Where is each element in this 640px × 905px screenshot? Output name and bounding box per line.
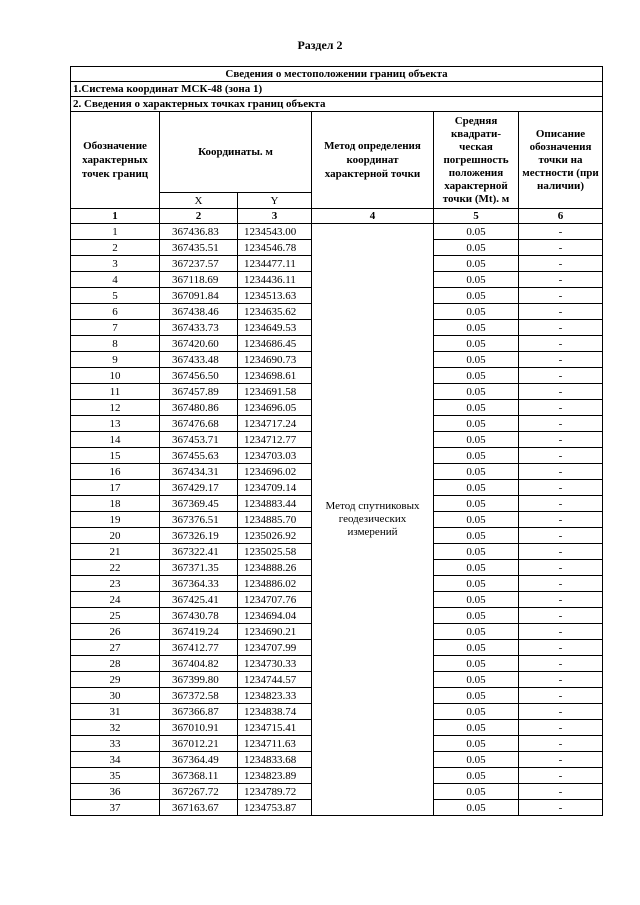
point-number: 7 [71, 320, 160, 336]
point-number: 30 [71, 688, 160, 704]
accuracy-value: 0.05 [434, 336, 519, 352]
accuracy-value: 0.05 [434, 592, 519, 608]
accuracy-value: 0.05 [434, 752, 519, 768]
description-value: - [519, 512, 603, 528]
coord-x: 367425.41 [160, 592, 238, 608]
coord-x: 367366.87 [160, 704, 238, 720]
coord-y: 1234883.44 [238, 496, 312, 512]
coord-x: 367118.69 [160, 272, 238, 288]
description-value: - [519, 544, 603, 560]
description-value: - [519, 240, 603, 256]
description-value: - [519, 400, 603, 416]
description-value: - [519, 768, 603, 784]
coord-x: 367438.46 [160, 304, 238, 320]
points-section-title: 2. Сведения о характерных точках границ объекта [71, 97, 603, 112]
column-number: 1 [71, 209, 160, 224]
coord-y: 1234823.33 [238, 688, 312, 704]
column-number: 3 [238, 209, 312, 224]
point-number: 5 [71, 288, 160, 304]
accuracy-value: 0.05 [434, 480, 519, 496]
coord-x: 367364.33 [160, 576, 238, 592]
accuracy-value: 0.05 [434, 464, 519, 480]
coord-y: 1234477.11 [238, 256, 312, 272]
coord-y: 1234717.24 [238, 416, 312, 432]
description-value: - [519, 464, 603, 480]
coord-x: 367412.77 [160, 640, 238, 656]
coordinate-system: 1.Система координат МСК-48 (зона 1) [71, 82, 603, 97]
coord-x: 367322.41 [160, 544, 238, 560]
coord-x: 367371.35 [160, 560, 238, 576]
header-y: Y [238, 193, 312, 209]
table-banner-title: Сведения о местоположении границ объекта [71, 67, 603, 82]
coord-x: 367368.11 [160, 768, 238, 784]
description-value: - [519, 384, 603, 400]
point-number: 28 [71, 656, 160, 672]
description-value: - [519, 688, 603, 704]
point-number: 14 [71, 432, 160, 448]
boundary-points-table [70, 66, 603, 816]
description-value: - [519, 592, 603, 608]
coord-x: 367420.60 [160, 336, 238, 352]
coord-y: 1234707.99 [238, 640, 312, 656]
coord-x: 367372.58 [160, 688, 238, 704]
accuracy-value: 0.05 [434, 416, 519, 432]
coord-x: 367436.83 [160, 224, 238, 240]
coord-x: 367456.50 [160, 368, 238, 384]
header-x: X [160, 193, 238, 209]
coord-y: 1234694.04 [238, 608, 312, 624]
description-value: - [519, 784, 603, 800]
point-number: 16 [71, 464, 160, 480]
coord-y: 1234635.62 [238, 304, 312, 320]
coord-y: 1234696.02 [238, 464, 312, 480]
accuracy-value: 0.05 [434, 448, 519, 464]
accuracy-value: 0.05 [434, 656, 519, 672]
accuracy-value: 0.05 [434, 368, 519, 384]
coord-y: 1234690.21 [238, 624, 312, 640]
coord-y: 1235026.92 [238, 528, 312, 544]
coord-x: 367012.21 [160, 736, 238, 752]
accuracy-value: 0.05 [434, 224, 519, 240]
description-value: - [519, 496, 603, 512]
coord-y: 1235025.58 [238, 544, 312, 560]
point-number: 26 [71, 624, 160, 640]
column-number: 4 [312, 209, 434, 224]
coord-x: 367435.51 [160, 240, 238, 256]
point-number: 9 [71, 352, 160, 368]
accuracy-value: 0.05 [434, 256, 519, 272]
point-number: 19 [71, 512, 160, 528]
coord-x: 367010.91 [160, 720, 238, 736]
point-number: 24 [71, 592, 160, 608]
point-number: 11 [71, 384, 160, 400]
accuracy-value: 0.05 [434, 560, 519, 576]
header-method: Метод определения координат характерной точки [312, 112, 434, 209]
accuracy-value: 0.05 [434, 240, 519, 256]
description-value: - [519, 272, 603, 288]
header-description: Описание обозначения точки на местности (при наличии) [519, 112, 603, 209]
point-number: 3 [71, 256, 160, 272]
accuracy-value: 0.05 [434, 640, 519, 656]
description-value: - [519, 352, 603, 368]
point-number: 33 [71, 736, 160, 752]
coord-y: 1234823.89 [238, 768, 312, 784]
accuracy-value: 0.05 [434, 352, 519, 368]
accuracy-value: 0.05 [434, 608, 519, 624]
point-number: 15 [71, 448, 160, 464]
description-value: - [519, 528, 603, 544]
accuracy-value: 0.05 [434, 288, 519, 304]
accuracy-value: 0.05 [434, 800, 519, 816]
coord-x: 367404.82 [160, 656, 238, 672]
accuracy-value: 0.05 [434, 624, 519, 640]
point-number: 27 [71, 640, 160, 656]
coord-x: 367163.67 [160, 800, 238, 816]
accuracy-value: 0.05 [434, 672, 519, 688]
coord-x: 367326.19 [160, 528, 238, 544]
section-title: Раздел 2 [297, 38, 343, 52]
coord-y: 1234730.33 [238, 656, 312, 672]
point-number: 1 [71, 224, 160, 240]
description-value: - [519, 624, 603, 640]
description-value: - [519, 320, 603, 336]
description-value: - [519, 224, 603, 240]
coord-y: 1234686.45 [238, 336, 312, 352]
description-value: - [519, 432, 603, 448]
coord-x: 367455.63 [160, 448, 238, 464]
description-value: - [519, 336, 603, 352]
description-value: - [519, 672, 603, 688]
point-number: 12 [71, 400, 160, 416]
accuracy-value: 0.05 [434, 528, 519, 544]
coord-y: 1234744.57 [238, 672, 312, 688]
coord-y: 1234698.61 [238, 368, 312, 384]
coord-y: 1234696.05 [238, 400, 312, 416]
point-number: 29 [71, 672, 160, 688]
point-number: 18 [71, 496, 160, 512]
accuracy-value: 0.05 [434, 320, 519, 336]
coord-y: 1234885.70 [238, 512, 312, 528]
coord-x: 367091.84 [160, 288, 238, 304]
header-coordinates: Координаты. м [160, 112, 312, 193]
accuracy-value: 0.05 [434, 400, 519, 416]
coord-y: 1234649.53 [238, 320, 312, 336]
coord-x: 367453.71 [160, 432, 238, 448]
point-number: 35 [71, 768, 160, 784]
description-value: - [519, 608, 603, 624]
description-value: - [519, 656, 603, 672]
coord-x: 367433.73 [160, 320, 238, 336]
column-number: 5 [434, 209, 519, 224]
description-value: - [519, 576, 603, 592]
coord-y: 1234789.72 [238, 784, 312, 800]
point-number: 36 [71, 784, 160, 800]
description-value: - [519, 448, 603, 464]
accuracy-value: 0.05 [434, 768, 519, 784]
point-number: 13 [71, 416, 160, 432]
accuracy-value: 0.05 [434, 384, 519, 400]
coord-x: 367376.51 [160, 512, 238, 528]
description-value: - [519, 368, 603, 384]
coord-x: 367364.49 [160, 752, 238, 768]
coord-y: 1234546.78 [238, 240, 312, 256]
header-accuracy: Средняя квадрати-ческая погрешность положения характерной точки (Mt). м [434, 112, 519, 209]
point-number: 4 [71, 272, 160, 288]
point-number: 34 [71, 752, 160, 768]
coord-y: 1234543.00 [238, 224, 312, 240]
description-value: - [519, 560, 603, 576]
coord-y: 1234715.41 [238, 720, 312, 736]
coord-y: 1234707.76 [238, 592, 312, 608]
description-value: - [519, 288, 603, 304]
coord-y: 1234888.26 [238, 560, 312, 576]
coord-x: 367237.57 [160, 256, 238, 272]
coord-x: 367480.86 [160, 400, 238, 416]
coord-y: 1234709.14 [238, 480, 312, 496]
accuracy-value: 0.05 [434, 512, 519, 528]
description-value: - [519, 800, 603, 816]
column-numbers-row [71, 209, 603, 224]
coord-x: 367399.80 [160, 672, 238, 688]
coord-x: 367476.68 [160, 416, 238, 432]
point-number: 10 [71, 368, 160, 384]
description-value: - [519, 640, 603, 656]
coord-y: 1234886.02 [238, 576, 312, 592]
coord-x: 367430.78 [160, 608, 238, 624]
point-number: 31 [71, 704, 160, 720]
accuracy-value: 0.05 [434, 496, 519, 512]
header-designation: Обозначение характерных точек границ [71, 112, 160, 209]
description-value: - [519, 256, 603, 272]
description-value: - [519, 704, 603, 720]
point-number: 22 [71, 560, 160, 576]
coord-y: 1234513.63 [238, 288, 312, 304]
description-value: - [519, 720, 603, 736]
coord-x: 367434.31 [160, 464, 238, 480]
accuracy-value: 0.05 [434, 432, 519, 448]
point-number: 37 [71, 800, 160, 816]
description-value: - [519, 752, 603, 768]
accuracy-value: 0.05 [434, 784, 519, 800]
point-number: 32 [71, 720, 160, 736]
description-value: - [519, 416, 603, 432]
point-number: 17 [71, 480, 160, 496]
coord-y: 1234753.87 [238, 800, 312, 816]
description-value: - [519, 480, 603, 496]
coord-y: 1234691.58 [238, 384, 312, 400]
table-row [71, 224, 603, 240]
column-number: 2 [160, 209, 238, 224]
accuracy-value: 0.05 [434, 720, 519, 736]
coord-x: 367433.48 [160, 352, 238, 368]
coord-y: 1234833.68 [238, 752, 312, 768]
coord-x: 367419.24 [160, 624, 238, 640]
description-value: - [519, 736, 603, 752]
coord-x: 367369.45 [160, 496, 238, 512]
point-number: 23 [71, 576, 160, 592]
coord-y: 1234690.73 [238, 352, 312, 368]
coord-y: 1234712.77 [238, 432, 312, 448]
accuracy-value: 0.05 [434, 704, 519, 720]
point-number: 2 [71, 240, 160, 256]
accuracy-value: 0.05 [434, 576, 519, 592]
accuracy-value: 0.05 [434, 544, 519, 560]
accuracy-value: 0.05 [434, 736, 519, 752]
coord-y: 1234711.63 [238, 736, 312, 752]
point-number: 6 [71, 304, 160, 320]
point-number: 25 [71, 608, 160, 624]
coord-y: 1234838.74 [238, 704, 312, 720]
coord-y: 1234436.11 [238, 272, 312, 288]
coord-y: 1234703.03 [238, 448, 312, 464]
coord-x: 367429.17 [160, 480, 238, 496]
column-number: 6 [519, 209, 603, 224]
coord-x: 367457.89 [160, 384, 238, 400]
accuracy-value: 0.05 [434, 304, 519, 320]
description-value: - [519, 304, 603, 320]
point-number: 20 [71, 528, 160, 544]
accuracy-value: 0.05 [434, 688, 519, 704]
point-number: 21 [71, 544, 160, 560]
coord-x: 367267.72 [160, 784, 238, 800]
accuracy-value: 0.05 [434, 272, 519, 288]
point-number: 8 [71, 336, 160, 352]
method-value: Метод спутниковых геодезических измерений [312, 224, 434, 816]
